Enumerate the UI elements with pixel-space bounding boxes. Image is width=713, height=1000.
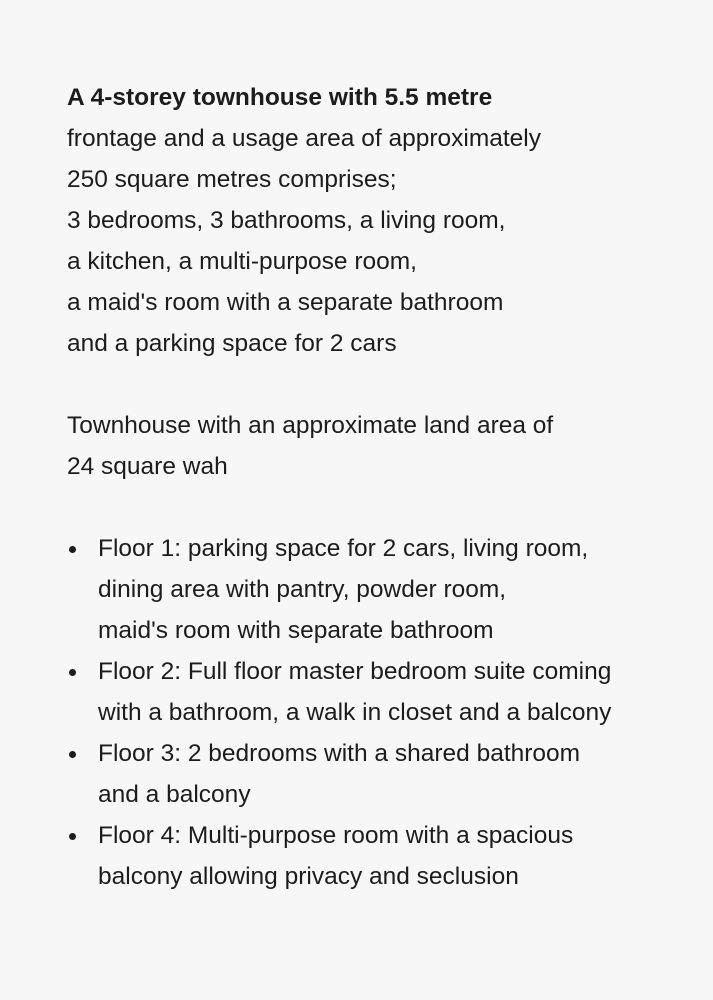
intro-heading: A 4-storey townhouse with 5.5 metre — [67, 84, 493, 111]
land-line: Townhouse with an approximate land area of — [67, 412, 554, 439]
list-item-floor-4 — [67, 815, 683, 897]
floor-line: Floor 3: 2 bedrooms with a shared bathroom — [98, 740, 581, 767]
floor-line: Floor 2: Full floor master bedroom suite coming — [98, 658, 612, 685]
list-item-floor-2 — [67, 651, 683, 733]
floor-line: Floor 1: parking space for 2 cars, living room, — [98, 535, 589, 562]
intro-line: a maid's room with a separate bathroom — [67, 289, 504, 316]
intro-line: and a parking space for 2 cars — [67, 330, 397, 357]
land-line: 24 square wah — [67, 453, 228, 480]
list-item-floor-1 — [67, 528, 683, 651]
floor-line: Floor 4: Multi-purpose room with a spacious — [98, 822, 574, 849]
bullet-icon — [69, 669, 76, 676]
list-item-floor-3 — [67, 733, 683, 815]
floor-line: dining area with pantry, powder room, — [98, 576, 507, 603]
floor-line: with a bathroom, a walk in closet and a balcony — [98, 699, 612, 726]
intro-line: 250 square metres comprises; — [67, 166, 397, 193]
bullet-icon — [69, 546, 76, 553]
intro-line: a kitchen, a multi-purpose room, — [67, 248, 417, 275]
intro-line: 3 bedrooms, 3 bathrooms, a living room, — [67, 207, 506, 234]
land-area-paragraph — [67, 405, 683, 487]
floor-line: maid's room with separate bathroom — [98, 617, 494, 644]
floor-line: balcony allowing privacy and seclusion — [98, 863, 519, 890]
bullet-icon — [69, 751, 76, 758]
floor-line: and a balcony — [98, 781, 251, 808]
paragraph-spacer — [67, 364, 683, 405]
intro-line: frontage and a usage area of approximately — [67, 125, 541, 152]
bullet-icon — [69, 833, 76, 840]
intro-paragraph — [67, 77, 683, 364]
paragraph-spacer — [67, 487, 683, 528]
floor-list — [67, 528, 683, 897]
